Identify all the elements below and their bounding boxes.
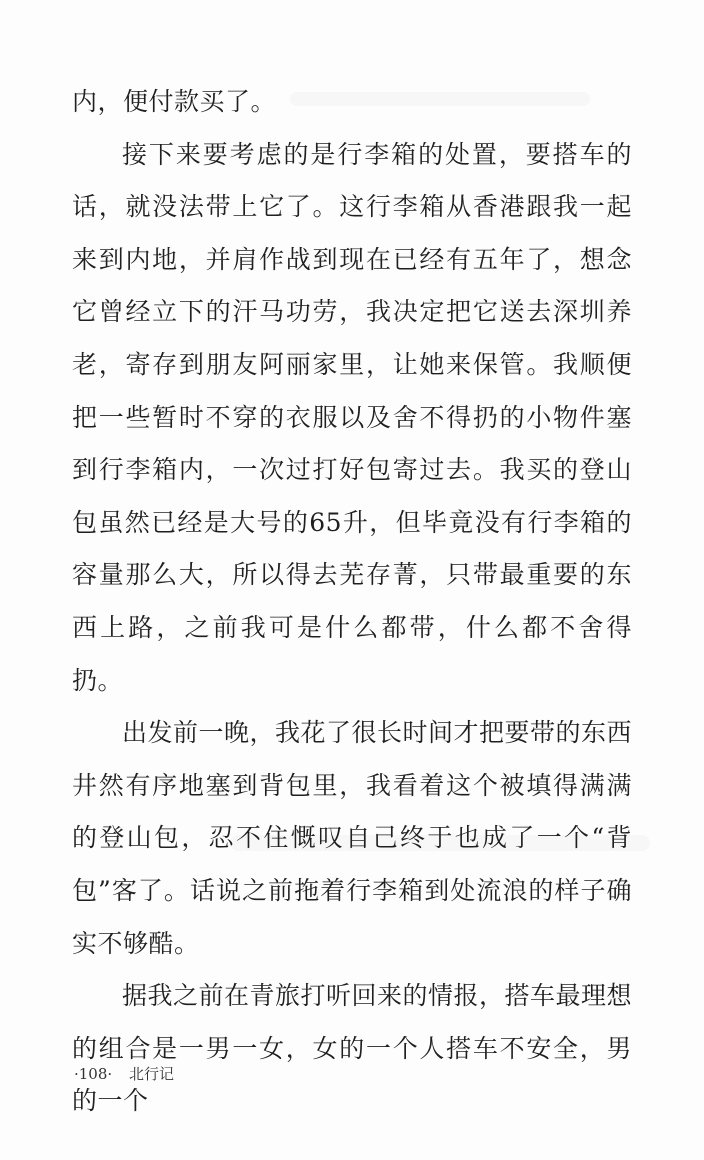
page-number: ·108· [74,1065,113,1083]
paragraph: 内，便付款买了。 [72,87,277,116]
page-footer [74,1063,174,1084]
paragraph: 据我之前在青旅打听回来的情报，搭车最理想的组合是一男一女，女的一个人搭车不安全，男的一个 [72,981,633,1116]
paragraph: 出发前一晚，我花了很长时间才把要带的东西井然有序地塞到背包里，我看着这个被填得满满的登山包，忍不住慨叹自己终于也成了一个“背包”客了。话说之前拖着行李箱到处流浪的样子确实不够酷。 [72,718,633,958]
body-text [72,76,632,1128]
book-title: 北行记 [128,1065,174,1083]
paragraph: 接下来要考虑的是行李箱的处置，要搭车的话，就没法带上它了。这行李箱从香港跟我一起来到内地，并肩作战到现在已经有五年了，想念它曾经立下的汗马功劳，我决定把它送去深圳养老，寄存到朋友阿丽家里，让她来保管。我顺便把一些暂时不穿的衣服以及舍不得扔的小物件塞到行李箱内，一次过打好包寄过去。我买的登山包虽然已经是大号的65升，但毕竟没有行李箱的容量那么大，所以得去芜存菁，只带最重要的东西上路，之前我可是什么都带，什么都不舍得扔。 [72,139,632,695]
